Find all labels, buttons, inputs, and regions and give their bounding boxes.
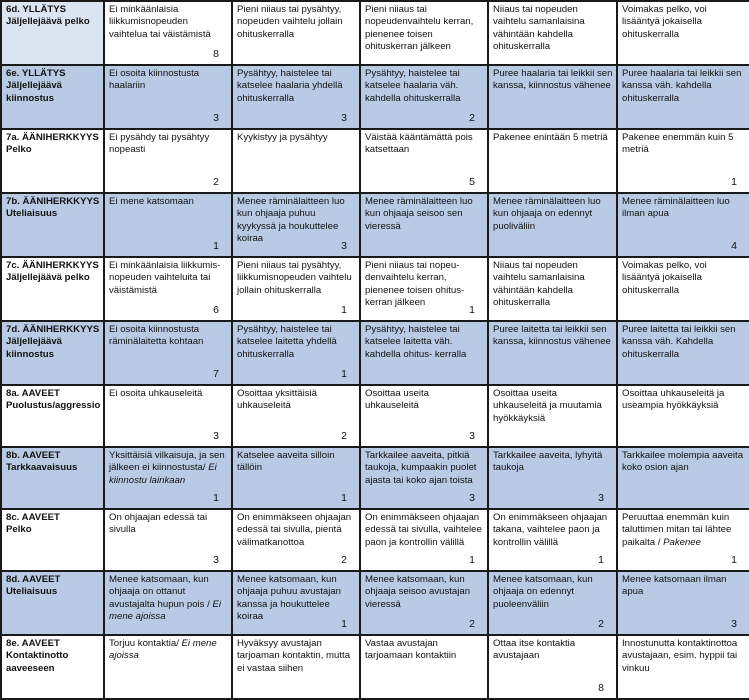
table-cell <box>360 321 488 385</box>
cell-text: Puree haalaria tai leikkii sen kanssa väh. kahdella ohituskerralla <box>622 68 742 104</box>
cell-text: Pysähtyy, haistelee tai katselee laitetta väh. kahdella ohitus- kerralla <box>365 324 467 360</box>
table-body <box>1 1 749 699</box>
cell-count: 1 <box>213 239 219 252</box>
table-cell <box>488 447 617 509</box>
table-cell <box>104 1 232 65</box>
cell-text: Niiaus tai nopeuden vaihtelu samanlaisina vähintään kahdella ohituskerralla <box>493 260 585 309</box>
cell-text: Tarkkailee aaveita, pitkiä taukoja, kumpaakin puolet ajasta tai koko ajan toista <box>365 450 477 486</box>
cell-text: Pysähtyy, haistelee tai katselee laitetta yhdellä ohituskerralla <box>237 324 337 360</box>
table-cell <box>617 193 749 257</box>
cell-text: On enimmäkseen ohjaajan takana, vaihtelee paon ja kontrollin välillä <box>493 512 608 548</box>
cell-count: 2 <box>469 111 475 124</box>
cell-count: 6 <box>213 303 219 316</box>
table-cell <box>232 257 360 321</box>
cell-text: Ottaa itse kontaktia avustajaan <box>493 638 576 662</box>
cell-count: 3 <box>213 553 219 566</box>
cell-text: Väistää kääntämättä pois katsettaan <box>365 132 473 156</box>
row-header-label: 8c. AAVEET Pelko <box>6 512 60 536</box>
table-cell <box>488 65 617 129</box>
table-cell <box>360 635 488 699</box>
table-row <box>1 635 749 699</box>
cell-text: Osoittaa yksittäisiä uhkauseleitä <box>237 388 317 412</box>
cell-text: Voimakas pelko, voi lisääntyä jokaisella ohituskerralla <box>622 260 707 296</box>
table-cell <box>488 257 617 321</box>
table-cell <box>617 509 749 571</box>
table-row <box>1 509 749 571</box>
cell-count: 1 <box>469 553 475 566</box>
table-cell <box>360 193 488 257</box>
row-header <box>1 1 104 65</box>
cell-text: Pakenee enemmän kuin 5 metriä <box>622 132 734 156</box>
cell-count: 1 <box>341 617 347 630</box>
cell-text: Menee katsomaan, kun ohjaaja on ottanut avustajalta hupun pois / <box>109 574 210 610</box>
table-cell <box>617 447 749 509</box>
table-cell <box>617 571 749 635</box>
cell-text: Katselee aaveita silloin tällöin <box>237 450 335 474</box>
cell-count: 3 <box>341 239 347 252</box>
row-header <box>1 447 104 509</box>
table-row <box>1 257 749 321</box>
cell-count: 2 <box>341 553 347 566</box>
cell-count: 4 <box>731 239 737 252</box>
cell-text: Menee räminälaitteen luo kun ohjaaja on edennyt puoliväliin <box>493 196 601 232</box>
cell-text: Hyväksyy avustajan tarjoaman kontaktin, mutta ei vastaa siihen <box>237 638 351 674</box>
cell-text: Menee räminälaitteen luo kun ohjaaja seisoo sen vieressä <box>365 196 473 232</box>
cell-italic-text: Ei mene ajoissa <box>109 598 222 623</box>
table-cell <box>232 509 360 571</box>
cell-count: 3 <box>213 111 219 124</box>
cell-count: 2 <box>469 617 475 630</box>
table-cell <box>617 65 749 129</box>
cell-text: Menee räminälaitteen luo kun ohjaaja puhuu kyykyssä ja houkuttelee koiraa <box>237 196 345 245</box>
cell-text: On ohjaajan edessä tai sivulla <box>109 512 208 536</box>
cell-count: 3 <box>341 111 347 124</box>
table-cell <box>232 571 360 635</box>
table-cell <box>104 321 232 385</box>
table-cell <box>104 193 232 257</box>
cell-text: Menee katsomaan ilman apua <box>622 574 727 598</box>
row-header <box>1 257 104 321</box>
table-row <box>1 321 749 385</box>
table-cell <box>617 257 749 321</box>
row-header <box>1 635 104 699</box>
table-cell <box>232 65 360 129</box>
cell-text: Voimakas pelko, voi lisääntyä jokaisella ohituskerralla <box>622 4 707 40</box>
cell-text: Ei minkäänlaisia liikkumisnopeuden vaihtelua tai väistämistä <box>109 4 211 40</box>
row-header-label: 8d. AAVEET Uteliaisuus <box>6 574 61 598</box>
table-cell <box>104 635 232 699</box>
cell-count: 5 <box>469 175 475 188</box>
cell-text: On enimmäkseen ohjaajan edessä tai sivulla, pientä välimatkanottoa <box>237 512 352 548</box>
table-cell <box>232 193 360 257</box>
cell-text: Puree haalaria tai leikkii sen kanssa, kiinnostus vähenee <box>493 68 613 92</box>
cell-count: 7 <box>213 367 219 380</box>
table-row <box>1 129 749 193</box>
cell-text: Tarkkailee molempia aaveita koko osion ajan <box>622 450 744 474</box>
cell-count: 3 <box>469 491 475 504</box>
table-cell <box>232 1 360 65</box>
row-header <box>1 571 104 635</box>
row-header <box>1 385 104 447</box>
row-header-label: 7b. ÄÄNIHERKKYYS Uteliaisuus <box>6 196 100 220</box>
cell-text: Vastaa avustajan tarjoamaan kontaktiin <box>365 638 457 662</box>
row-header-label: 8e. AAVEET Kontaktinotto aaveeseen <box>6 638 69 674</box>
cell-text: Ei minkäänlaisia liikkumis-nopeuden vaihteluita tai väistämistä <box>109 260 221 296</box>
table-cell <box>617 635 749 699</box>
table-cell <box>488 193 617 257</box>
row-header-label: 7c. ÄÄNIHERKKYYS Jäljellejäävä pelko <box>6 260 99 284</box>
cell-count: 2 <box>598 617 604 630</box>
cell-text: Kyykistyy ja pysähtyy <box>237 132 328 143</box>
cell-count: 1 <box>341 303 347 316</box>
row-header <box>1 129 104 193</box>
cell-text: Pysähtyy, haistelee tai katselee haalaria yhdellä ohituskerralla <box>237 68 343 104</box>
cell-text: Ei pysähdy tai pysähtyy nopeasti <box>109 132 210 156</box>
cell-text: Osoittaa useita uhkauseleitä <box>365 388 429 412</box>
table-cell <box>104 65 232 129</box>
table-cell <box>232 385 360 447</box>
row-header <box>1 193 104 257</box>
table-cell <box>360 385 488 447</box>
cell-text: Pieni niiaus tai nopeudenvaihtelu kerran, pienenee toisen ohituskerran jälkeen <box>365 4 474 53</box>
table-cell <box>488 129 617 193</box>
row-header <box>1 509 104 571</box>
table-cell <box>104 129 232 193</box>
cell-text: Yksittäisiä vilkaisuja, ja sen jälkeen ei kiinnostusta/ <box>109 450 225 474</box>
table-row <box>1 447 749 509</box>
cell-text: Pakenee enintään 5 metriä <box>493 132 608 143</box>
cell-count: 2 <box>341 429 347 442</box>
table-cell <box>104 571 232 635</box>
cell-count: 1 <box>598 553 604 566</box>
table-cell <box>360 571 488 635</box>
cell-text: On enimmäkseen ohjaajan edessä tai sivulla, vaihtelee paon ja kontrollin välillä <box>365 512 482 548</box>
cell-italic-text: Pakenee <box>663 536 701 548</box>
cell-count: 3 <box>469 429 475 442</box>
table-cell <box>617 321 749 385</box>
table-row <box>1 65 749 129</box>
table-cell <box>232 447 360 509</box>
table-cell <box>104 509 232 571</box>
cell-text: Ei osoita uhkauseleitä <box>109 388 203 399</box>
table-cell <box>104 447 232 509</box>
cell-text: Osoittaa useita uhkauseleitä ja muutamia hyökkäyksiä <box>493 388 602 424</box>
table-cell <box>104 257 232 321</box>
cell-text: Pieni niiaus tai pysähtyy, liikkumisnopeuden vaihtelu jollain ohituskerralla <box>237 260 352 296</box>
table-cell <box>360 447 488 509</box>
cell-text: Puree laitetta tai leikkii sen kanssa väh. Kahdella ohituskerralla <box>622 324 736 360</box>
cell-text: Puree laitetta tai leikkii sen kanssa, kiinnostus vähenee <box>493 324 611 348</box>
cell-count: 1 <box>213 491 219 504</box>
table-cell <box>360 65 488 129</box>
cell-text: Ei osoita kiinnostusta räminälaitetta kohtaan <box>109 324 204 348</box>
table-cell <box>488 1 617 65</box>
table-cell <box>488 635 617 699</box>
row-header-label: 8a. AAVEET Puolustus/aggressio <box>6 388 101 412</box>
table-cell <box>360 509 488 571</box>
cell-count: 8 <box>598 681 604 694</box>
row-header-label: 6d. YLLÄTYS Jäljellejäävä pelko <box>6 4 90 28</box>
cell-text: Niiaus tai nopeuden vaihtelu samanlaisina vähintään kahdella ohituskerralla <box>493 4 585 53</box>
cell-count: 2 <box>213 175 219 188</box>
cell-count: 1 <box>469 303 475 316</box>
row-header <box>1 321 104 385</box>
table-cell <box>617 385 749 447</box>
cell-text: Osoittaa uhkauseleitä ja useampia hyökkäyksiä <box>622 388 725 412</box>
cell-text: Tarkkailee aaveita, lyhyitä taukoja <box>493 450 603 474</box>
row-header-label: 6e. YLLÄTYS Jäljellejäävä kiinnostus <box>6 68 66 104</box>
cell-count: 1 <box>731 175 737 188</box>
cell-count: 3 <box>213 429 219 442</box>
table-cell <box>232 635 360 699</box>
cell-text: Torjuu kontaktia/ <box>109 638 179 649</box>
cell-text: Pysähtyy, haistelee tai katselee haalaria väh. kahdella ohituskerralla <box>365 68 461 104</box>
cell-text: Pieni niiaus tai pysähtyy, nopeuden vaihtelu jollain ohituskerralla <box>237 4 343 40</box>
cell-text: Menee katsomaan, kun ohjaaja puhuu avustajan kanssa ja houkuttelee koiraa <box>237 574 342 623</box>
cell-text: Menee räminälaitteen luo ilman apua <box>622 196 730 220</box>
table-cell <box>617 129 749 193</box>
cell-italic-text: Ei kiinnostu lainkaan <box>109 462 217 486</box>
table-cell <box>360 257 488 321</box>
cell-text: Menee katsomaan, kun ohjaaja on edennyt puoleenväliin <box>493 574 593 610</box>
table-cell <box>488 509 617 571</box>
cell-count: 3 <box>731 617 737 630</box>
cell-count: 3 <box>598 491 604 504</box>
cell-text: Peruuttaa enemmän kuin taluttimen mitan tai lähtee paikalta / <box>622 512 732 548</box>
table-cell <box>488 321 617 385</box>
cell-text: Ei osoita kiinnostusta haalariin <box>109 68 200 92</box>
cell-text: Innostunutta kontaktinottoa avustajaan, esim. hyppii tai vinkuu <box>622 638 738 674</box>
table-cell <box>104 385 232 447</box>
cell-text: Ei mene katsomaan <box>109 196 194 207</box>
cell-text: Menee katsomaan, kun ohjaaja seisoo avustajan vieressä <box>365 574 471 610</box>
table-row <box>1 1 749 65</box>
table-row <box>1 385 749 447</box>
table-cell <box>232 321 360 385</box>
table-row <box>1 571 749 635</box>
cell-count: 1 <box>341 367 347 380</box>
table-cell <box>360 129 488 193</box>
row-header-label: 7a. ÄÄNIHERKKYYS Pelko <box>6 132 99 156</box>
cell-count: 1 <box>731 553 737 566</box>
cell-count: 8 <box>213 47 219 60</box>
cell-text: Pieni niiaus tai nopeu-denvaihtelu kerran, pienenee toisen ohitus-kerran jälkeen <box>365 260 465 309</box>
table-cell <box>617 1 749 65</box>
row-header-label: 8b. AAVEET Tarkkaavaisuus <box>6 450 78 474</box>
cell-count: 1 <box>341 491 347 504</box>
table-cell <box>488 571 617 635</box>
table-cell <box>360 1 488 65</box>
row-header <box>1 65 104 129</box>
cell-italic-text: Ei mene ajoissa <box>109 638 217 662</box>
table-cell <box>488 385 617 447</box>
row-header-label: 7d. ÄÄNIHERKKYYS Jäljellejäävä kiinnostus <box>6 324 100 360</box>
table-cell <box>232 129 360 193</box>
table-row <box>1 193 749 257</box>
